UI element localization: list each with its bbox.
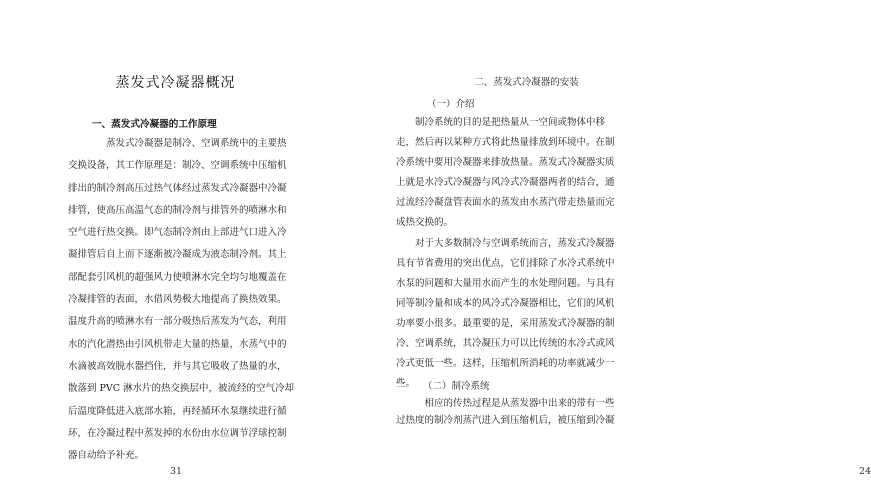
text-line: 蒸发式冷凝器是制冷、空调系统中的主要热 — [68, 138, 287, 149]
text-line: 过流经冷凝盘管表面水的蒸发由水蒸汽带走热量而完 — [396, 197, 615, 209]
text-line: 冷式更低一些。这样，压缩机所消耗的功率就减少一 — [396, 358, 615, 370]
text-line: 制冷系统的目的是把热量从一空间或物体中移 — [396, 117, 606, 128]
page-number-left: 31 — [170, 466, 183, 477]
text-line: 交换设备，其工作原理是：制冷、空调系统中压缩机 — [68, 160, 287, 172]
text-line: 水的汽化潜热由引风机带走大量的热量，水蒸气中的 — [68, 338, 287, 350]
text-line: 冷凝排管的表面，水借风势极大地提高了换热效果。 — [68, 294, 287, 306]
left-page — [0, 0, 351, 496]
text-line: 水滴被高效脱水器挡住，并与其它吸收了热量的水， — [68, 360, 287, 372]
section-heading-working-principle: 一、蒸发式冷凝器的工作原理 — [92, 119, 217, 130]
text-line: 水泵的问题和大量用水而产生的水处理问题。与具有 — [396, 277, 615, 289]
text-line: 上就是水冷式冷凝器与风冷式冷凝器两者的结合，通 — [396, 177, 615, 189]
text-line: 成热交换的。 — [396, 217, 454, 229]
text-line: 功率要小很多。最重要的是，采用蒸发式冷凝器的制 — [396, 317, 615, 329]
text-line: 排管，使高压高温气态的制冷剂与排管外的喷淋水和 — [68, 204, 287, 216]
text-line: 部配套引风机的超强风力使喷淋水完全均匀地覆盖在 — [68, 271, 287, 283]
text-line: 走，然后再以某种方式将此热量排放到环境中。在制 — [396, 137, 615, 149]
page-title: 蒸发式冷凝器概况 — [115, 75, 236, 91]
text-line: 环，在冷凝过程中蒸发掉的水份由水位调节浮球控制 — [68, 427, 287, 439]
text-line: 凝排管后自上而下逐渐被冷凝成为液态制冷剂。其上 — [68, 249, 287, 261]
text-line: 冷系统中要用冷凝器来排放热量。蒸发式冷凝器实质 — [396, 157, 615, 169]
right-body-text-intro — [396, 113, 686, 394]
text-line: 后温度降低进入底部水箱，再经循环水泵继续进行循 — [68, 405, 287, 417]
page-number-right: 24 — [859, 466, 871, 477]
text-line: 冷、空调系统，其冷凝压力可以比传统的水冷式或风 — [396, 338, 615, 350]
right-page — [351, 0, 871, 496]
text-line: 具有节省费用的突出优点，它们排除了水冷式系统中 — [396, 257, 615, 269]
text-line: 对于大多数制冷与空调系统而言，蒸发式冷凝器 — [396, 237, 615, 249]
subsection-heading-refrigeration-system: （二）制冷系统 — [423, 381, 490, 392]
right-body-text-system — [396, 395, 686, 429]
text-line: 过热度的制冷剂蒸汽进入到压缩机后，被压缩到冷凝 — [396, 415, 615, 426]
section-heading-installation: 二、蒸发式冷凝器的安装 — [474, 77, 579, 88]
text-line: 散落到 PVC 淋水片的热交换层中，被流经的空气冷却 — [68, 383, 295, 395]
text-line: 器自动给予补充。 — [68, 450, 145, 462]
subsection-heading-intro: （一）介绍 — [427, 99, 475, 110]
left-body-text — [68, 133, 330, 467]
text-line: 同等制冷量和成本的风冷式冷凝器相比，它们的风机 — [396, 297, 615, 309]
text-line: 相应的传热过程是从蒸发器中出来的带有一些 — [396, 398, 615, 409]
text-line: 温度升高的喷淋水有一部分吸热后蒸发为气态，利用 — [68, 316, 287, 328]
text-line: 些。 — [396, 378, 416, 390]
text-line: 空气进行热交换。即气态制冷剂由上部进气口进入冷 — [68, 227, 287, 239]
text-line: 排出的制冷剂高压过热气体经过蒸发式冷凝器中冷凝 — [68, 182, 287, 194]
